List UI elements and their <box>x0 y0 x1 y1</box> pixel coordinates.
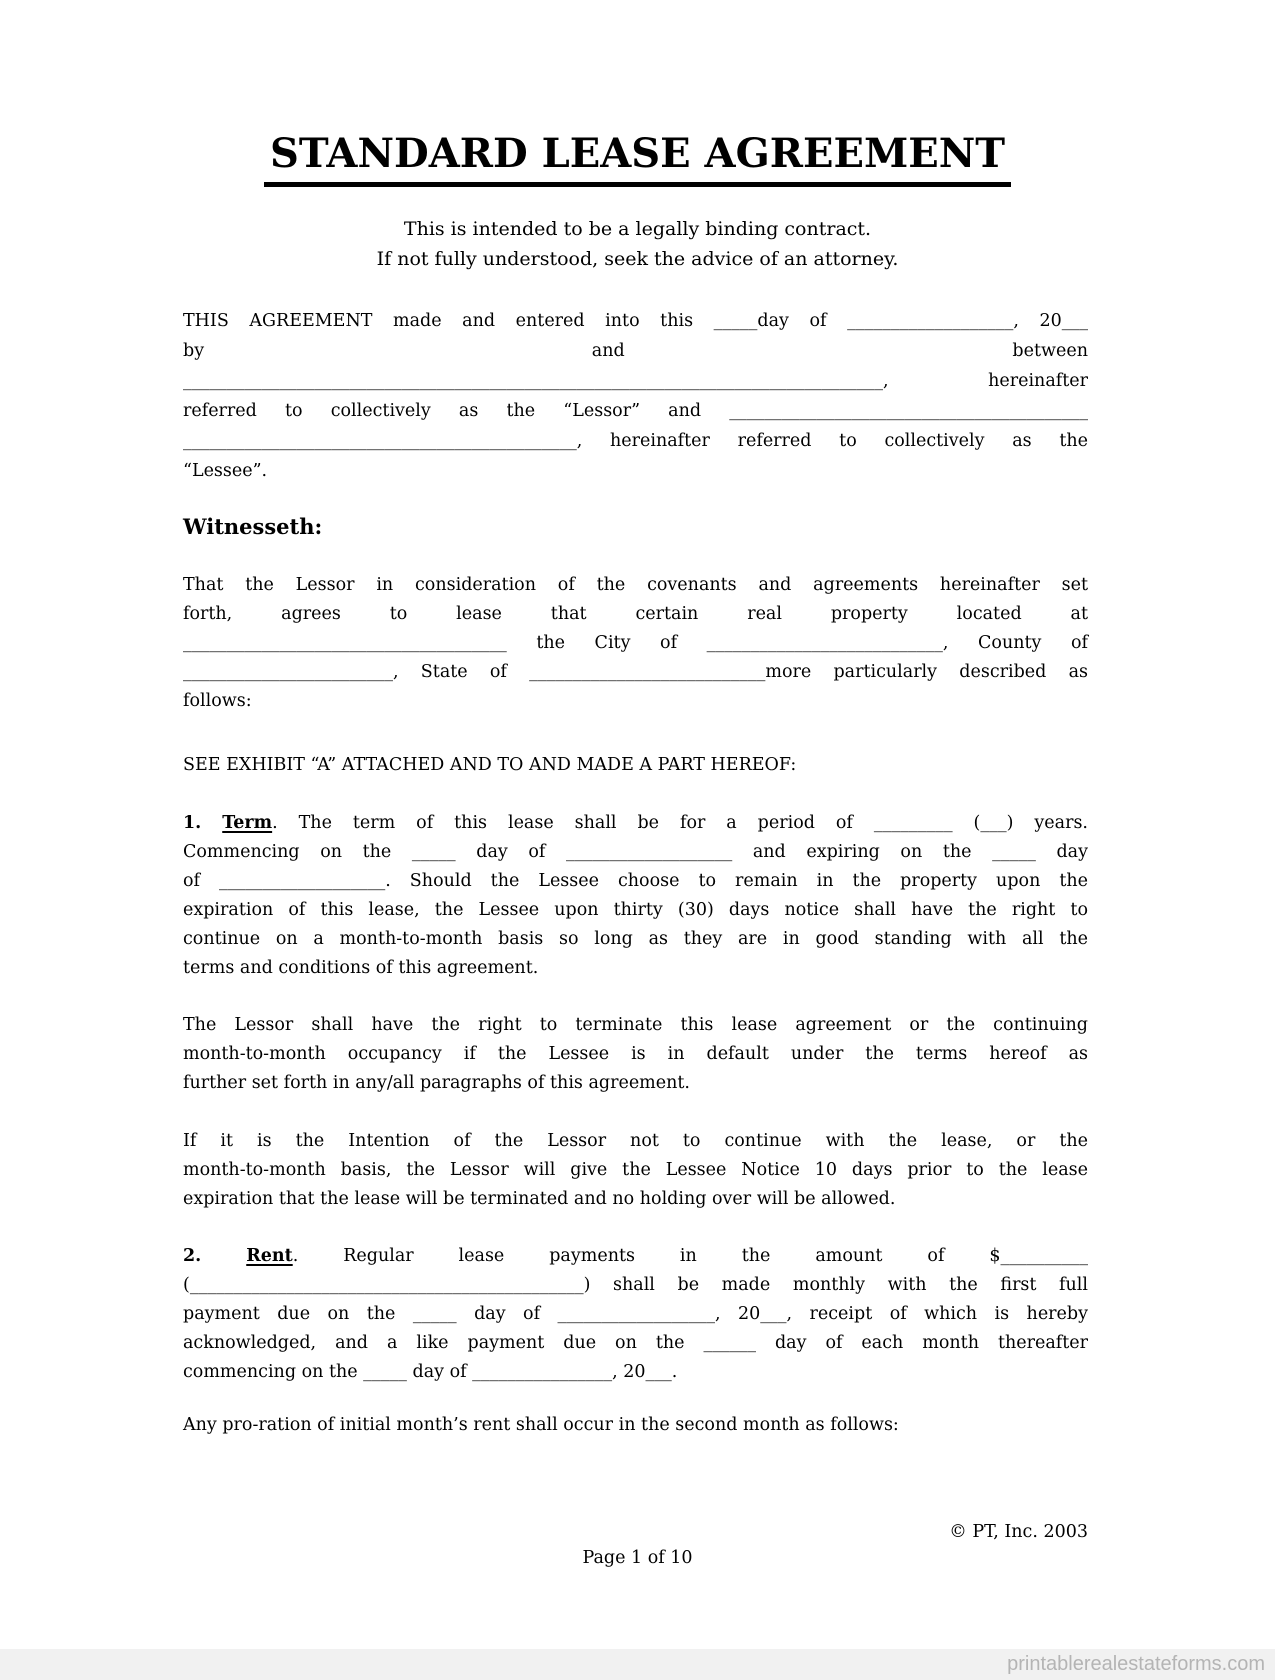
term-clause-paragraph <box>183 809 1088 983</box>
intro-line: _____________________________________________, hereinafter referred to collectively as the <box>183 431 1088 451</box>
term-clause-rest: . The term of this lease shall be for a period of _________ (___) years. <box>272 813 1088 833</box>
consideration-line: _____________________________________ the City of ___________________________, County of <box>183 633 1088 653</box>
exhibit-line: SEE EXHIBIT “A” ATTACHED AND TO AND MADE A PART HEREOF: <box>183 755 797 775</box>
term-clause-line: continue on a month-to-month basis so long as they are in good standing with all the <box>183 929 1088 949</box>
rent-clause-line: (_____________________________________________) shall be made monthly with the first full <box>183 1275 1088 1295</box>
intention-line: expiration that the lease will be terminated and no holding over will be allowed. <box>183 1189 896 1209</box>
lessor-termination-line: month-to-month occupancy if the Lessee is in default under the terms hereof as <box>183 1044 1088 1064</box>
intention-line: month-to-month basis, the Lessor will give the Lessee Notice 10 days prior to the lease <box>183 1160 1088 1180</box>
term-clause-keyword: Term <box>222 813 273 833</box>
subtitle-line-2: If not fully understood, seek the advice of an attorney. <box>376 248 899 270</box>
consideration-line: forth, agrees to lease that certain real property located at <box>183 604 1088 624</box>
rent-clause-paragraph <box>183 1242 1088 1387</box>
term-clause-line: of ___________________. Should the Lessee choose to remain in the property upon the <box>183 871 1088 891</box>
rent-clause-line: acknowledged, and a like payment due on the ______ day of each month thereafter <box>183 1333 1088 1353</box>
consideration-paragraph <box>183 571 1088 716</box>
page-number: Page 1 of 10 <box>582 1548 693 1568</box>
lessor-termination-line: The Lessor shall have the right to terminate this lease agreement or the continuing <box>183 1015 1088 1035</box>
witnesseth-heading: Witnesseth: <box>183 514 323 539</box>
rent-clause-keyword: Rent <box>246 1246 293 1266</box>
rent-clause-rest: . Regular lease payments in the amount of $__________ <box>292 1246 1088 1266</box>
term-clause-line: expiration of this lease, the Lessee upon thirty (30) days notice shall have the right to <box>183 900 1088 920</box>
intro-line: “Lessee”. <box>183 461 268 481</box>
intro-paragraph <box>183 306 1088 486</box>
rent-clause-first-line <box>183 1242 1088 1271</box>
intro-line: referred to collectively as the “Lessor” and _________________________________________ <box>183 401 1088 421</box>
copyright-notice: © PT, Inc. 2003 <box>949 1522 1088 1542</box>
rent-clause-number: 2. <box>183 1246 202 1266</box>
watermark-bar <box>0 1649 1275 1680</box>
intention-paragraph <box>183 1127 1088 1214</box>
term-clause-first-line <box>183 809 1088 838</box>
intro-line: ________________________________________________________________________________, hereinafter <box>183 371 1088 391</box>
rent-clause-line: payment due on the _____ day of __________________, 20___, receipt of which is hereby <box>183 1304 1088 1324</box>
consideration-line: follows: <box>183 691 252 711</box>
watermark-text: printablerealestateforms.com <box>1007 1653 1265 1675</box>
intro-line: by and between <box>183 341 1088 361</box>
term-clause-line: terms and conditions of this agreement. <box>183 958 539 978</box>
page-title: STANDARD LEASE AGREEMENT <box>264 130 1011 187</box>
intro-line: THIS AGREEMENT made and entered into this _____day of ___________________, 20___ <box>183 311 1088 331</box>
document-subtitle <box>0 214 1275 274</box>
lessor-termination-paragraph <box>183 1011 1088 1098</box>
consideration-line: ________________________, State of ___________________________more particularly described as <box>183 662 1088 682</box>
subtitle-line-1: This is intended to be a legally binding contract. <box>403 218 872 240</box>
rent-clause-line: commencing on the _____ day of ________________, 20___. <box>183 1362 678 1382</box>
lessor-termination-line: further set forth in any/all paragraphs of this agreement. <box>183 1073 690 1093</box>
term-clause-number: 1. <box>183 813 202 833</box>
title-row <box>0 130 1275 187</box>
pro-ration-line: Any pro-ration of initial month’s rent shall occur in the second month as follows: <box>183 1415 899 1435</box>
consideration-line: That the Lessor in consideration of the covenants and agreements hereinafter set <box>183 575 1088 595</box>
term-clause-line: Commencing on the _____ day of ___________________ and expiring on the _____ day <box>183 842 1088 862</box>
intention-line: If it is the Intention of the Lessor not to continue with the lease, or the <box>183 1131 1088 1151</box>
